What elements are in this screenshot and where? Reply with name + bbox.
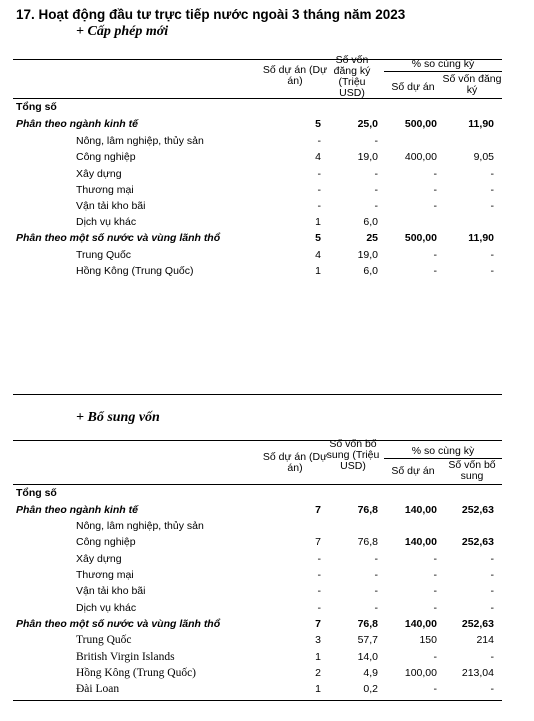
cell-yoy-capital: - [490,585,494,597]
section-subtitle-capital-increase: + Bổ sung vốn [76,410,160,425]
cell-yoy-capital: 11,90 [468,118,494,130]
cell-capital: 19,0 [357,249,378,261]
row-label: British Virgin Islands [76,651,175,663]
header-registered-capital: Số vốn đăng ký (Triệu USD) [333,55,371,99]
cell-project-count: - [317,569,321,581]
cell-project-count: 1 [315,216,321,228]
cell-yoy-capital: - [490,569,494,581]
cell-capital: 6,0 [363,216,378,228]
table-row [0,683,534,699]
row-label: Thương mại [76,184,134,196]
cell-capital: - [374,135,378,147]
cell-project-count: 5 [315,232,321,244]
row-label: Hồng Kông (Trung Quốc) [76,667,197,679]
table-row [0,569,534,585]
cell-project-count: - [317,602,321,614]
cell-capital: 76,8 [357,618,378,630]
header-yoy-group: % so cùng kỳ [411,59,475,70]
table-row [0,553,534,569]
cell-capital: - [374,585,378,597]
section-divider-rule [13,394,502,395]
cell-capital: 14,0 [357,651,378,663]
row-label: Xây dựng [76,168,122,180]
cell-capital: - [374,553,378,565]
header-yoy-project-count: Số dự án [391,82,435,93]
table-row [0,487,534,503]
row-label: Vận tải kho bãi [76,200,146,212]
cell-project-count: - [317,135,321,147]
row-label: Phân theo một số nước và vùng lãnh thổ [16,618,221,630]
cell-project-count: 1 [315,683,321,695]
cell-capital: - [374,569,378,581]
cell-yoy-capital: 252,63 [461,618,494,630]
cell-yoy-capital: - [490,651,494,663]
cell-yoy-projects: 500,00 [404,232,437,244]
cell-yoy-capital: 252,63 [461,504,494,516]
cell-capital: 19,0 [357,151,378,163]
header-yoy-project-count: Số dự án [391,466,435,477]
cell-yoy-capital: - [490,265,494,277]
row-label: Trung Quốc [76,634,132,646]
cell-yoy-projects: - [433,683,437,695]
cell-capital: - [374,184,378,196]
cell-yoy-projects: - [433,249,437,261]
cell-yoy-projects: 500,00 [404,118,437,130]
cell-project-count: 7 [315,504,321,516]
row-label: Thương mại [76,569,134,581]
row-label: Vận tải kho bãi [76,585,146,597]
table-row [0,602,534,618]
cell-yoy-projects: - [433,200,437,212]
cell-yoy-projects: 140,00 [404,618,437,630]
table-row [0,504,534,520]
table-row [0,249,534,265]
row-label: Nông, lâm nghiệp, thủy sản [76,520,204,532]
row-label: Phân theo ngành kinh tế [16,504,138,516]
cell-project-count: 4 [315,249,321,261]
cell-yoy-capital: 11,90 [468,232,494,244]
cell-project-count: 4 [315,151,321,163]
cell-yoy-capital: - [490,249,494,261]
table-row [0,520,534,536]
section-subtitle-new-licenses: + Cấp phép mới [76,24,169,39]
table-row [0,118,534,134]
cell-project-count: - [317,200,321,212]
cell-project-count: 2 [315,667,321,679]
header-yoy-registered-capital: Số vốn đăng ký [442,74,502,96]
header-project-count: Số dự án (Dự án) [262,452,328,474]
row-label: Dịch vụ khác [76,216,137,228]
cell-yoy-projects: - [433,585,437,597]
cell-yoy-capital: - [490,553,494,565]
cell-yoy-projects: 140,00 [404,536,437,548]
table-row [0,168,534,184]
header-project-count: Số dự án (Dự án) [262,65,328,87]
header-additional-capital: Số vốn bổ sung (Triệu USD) [326,439,380,472]
cell-project-count: 7 [315,618,321,630]
cell-capital: 57,7 [357,634,378,646]
table-row [0,200,534,216]
cell-yoy-projects: - [433,184,437,196]
cell-yoy-projects: 100,00 [404,667,437,679]
table-row [0,216,534,232]
header-yoy-additional-capital: Số vốn bổ sung [448,460,496,482]
cell-yoy-projects: - [433,553,437,565]
cell-yoy-projects: - [433,569,437,581]
cell-capital: 76,8 [357,504,378,516]
row-label: Phân theo ngành kinh tế [16,118,138,130]
header-bottom-rule [13,484,502,485]
row-label: Đài Loan [76,683,120,695]
row-label: Công nghiệp [76,151,136,163]
cell-project-count: - [317,585,321,597]
cell-capital: 0,2 [363,683,378,695]
table-row [0,634,534,650]
cell-yoy-projects: - [433,168,437,180]
cell-yoy-projects: 140,00 [404,504,437,516]
cell-project-count: - [317,553,321,565]
cell-yoy-projects: 150 [419,634,437,646]
table-top-rule [13,440,502,441]
cell-capital: 76,8 [357,536,378,548]
table-row [0,265,534,281]
header-bottom-rule [13,98,502,99]
cell-project-count: 7 [315,536,321,548]
cell-yoy-capital: 9,05 [473,151,494,163]
cell-yoy-capital: 252,63 [461,536,494,548]
header-group-rule [384,71,502,72]
row-label: Nông, lâm nghiệp, thủy sản [76,135,204,147]
cell-yoy-capital: - [490,602,494,614]
row-label: Hồng Kông (Trung Quốc) [76,265,194,277]
header-group-rule [384,458,502,459]
row-label: Tổng số [16,101,57,113]
cell-capital: 6,0 [363,265,378,277]
cell-project-count: 3 [315,634,321,646]
row-label: Công nghiệp [76,536,136,548]
row-label: Tổng số [16,487,57,499]
table-row [0,585,534,601]
cell-yoy-projects: 400,00 [404,151,437,163]
page-title: 17. Hoạt động đầu tư trực tiếp nước ngoài 3 tháng năm 2023 [16,7,406,22]
cell-project-count: 5 [315,118,321,130]
cell-yoy-projects: - [433,651,437,663]
cell-project-count: 1 [315,651,321,663]
row-label: Trung Quốc [76,249,132,261]
cell-capital: - [374,602,378,614]
cell-capital: 25,0 [357,118,378,130]
cell-yoy-capital: - [490,184,494,196]
row-label: Xây dựng [76,553,122,565]
row-label: Dịch vụ khác [76,602,137,614]
cell-yoy-capital: 214 [476,634,494,646]
table-row [0,651,534,667]
table-row [0,101,534,117]
cell-project-count: - [317,168,321,180]
table-row [0,618,534,634]
cell-yoy-capital: - [490,683,494,695]
row-label: Phân theo một số nước và vùng lãnh thổ [16,232,221,244]
cell-capital: 4,9 [363,667,378,679]
table-bottom-rule [13,700,502,701]
table-row [0,667,534,683]
cell-yoy-capital: 213,04 [461,667,494,679]
table-row [0,184,534,200]
cell-capital: - [374,168,378,180]
table-row [0,232,534,248]
cell-project-count: - [317,184,321,196]
cell-yoy-projects: - [433,265,437,277]
header-yoy-group: % so cùng kỳ [411,446,475,457]
table-row [0,135,534,151]
cell-yoy-projects: - [433,602,437,614]
cell-project-count: 1 [315,265,321,277]
cell-capital: - [374,200,378,212]
cell-yoy-capital: - [490,200,494,212]
cell-yoy-capital: - [490,168,494,180]
table-row [0,536,534,552]
cell-capital: 25 [366,232,378,244]
table-row [0,151,534,167]
